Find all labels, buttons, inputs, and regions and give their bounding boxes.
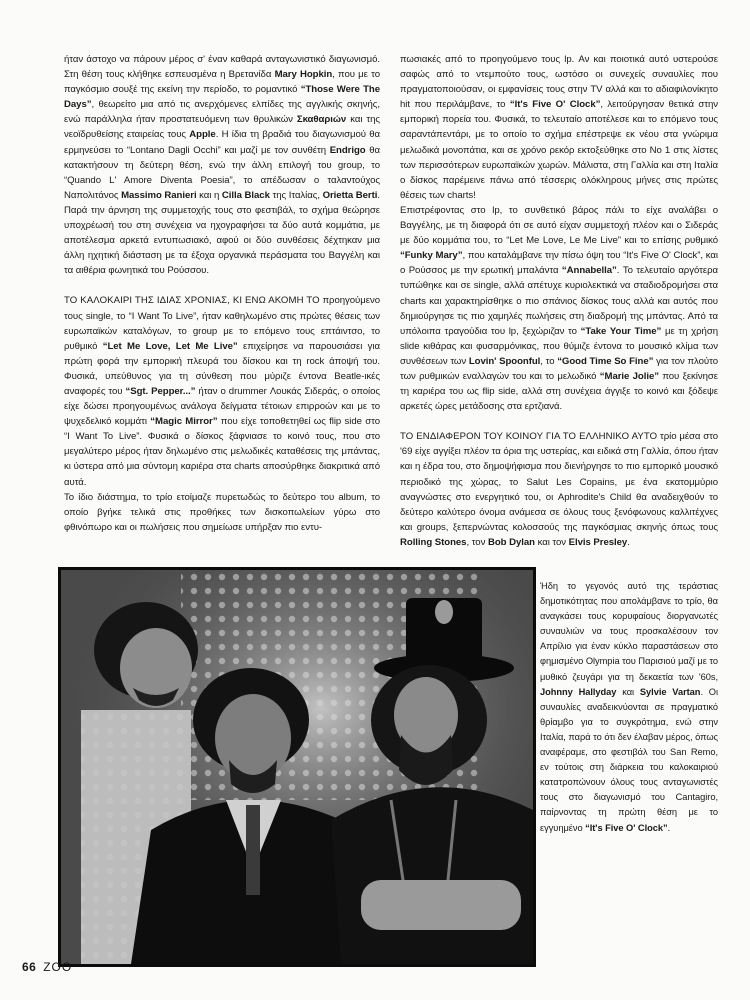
article-paragraph	[64, 293, 380, 489]
emphasis-text: “It's Five O' Clock”	[509, 99, 601, 111]
body-text: , που καταλάμβανε την πίσω όψη του “It's Five O' Clock”, και ο Ρούσσος με την ερωτική μπαλάντα	[400, 250, 718, 277]
emphasis-text: “Funky Mary”	[400, 250, 463, 262]
article-paragraph	[64, 52, 380, 203]
emphasis-text: Endrigo	[329, 144, 366, 156]
article-paragraph	[64, 203, 380, 278]
article-paragraph	[540, 579, 718, 836]
emphasis-text: “It's Five O' Clock”	[585, 822, 668, 833]
emphasis-text: Σκαθαριών	[296, 114, 347, 126]
body-text: θα κατακτήσουν τη δεύτερη θέση, ενώ την άλλη επιλογή του group, το “Quando L' Amore Diventa Poesia”, το απέδωσαν ο ταλαντούχος Ναπολιτάνος	[64, 144, 380, 201]
article-paragraph	[400, 52, 718, 203]
emphasis-text: Apple	[189, 129, 216, 141]
page-footer	[22, 960, 72, 974]
body-text: προηγούμενο τους single, το “I Want To Live”, ήταν καθηλωμένο στις πρώτες θέσεις των ευρωπαϊκών καταλόγων, το group με το επόμενο τους επτάιντσο, το ρυθμικό	[64, 295, 380, 352]
emphasis-text: “Sgt. Pepper...”	[125, 385, 196, 397]
body-text: της Ιταλίας,	[269, 189, 323, 201]
emphasis-text: Bob Dylan	[487, 536, 535, 548]
band-photo	[58, 567, 536, 967]
article-column-right	[400, 52, 718, 550]
article-paragraph	[400, 429, 718, 550]
emphasis-text: Sylvie Vartan	[639, 686, 701, 697]
emphasis-text: “Those Were The Days”	[64, 84, 381, 111]
emphasis-text: Mary Hopkin	[274, 69, 333, 81]
body-text: ήταν ο drummer Λουκάς Σιδεράς, ο οποίος είχε δώσει προηγουμένως ανάλογα δείγματα τέτοιων επιρροών και με το ψυχεδελικό κομμάτι	[64, 385, 380, 428]
body-text: Επιστρέφοντας στο lp, το συνθετικό βάρος πάλι το είχε αναλάβει ο Βαγγέλης, με τη διαφορά ότι σε αυτό είχαν συμμετοχή πλέον και ο Σιδεράς με δύο κομμάτια του, το “Let Me Love, Le Me Live” και το επίσης ρυθμικό	[400, 204, 718, 247]
article-column-side	[540, 579, 718, 836]
emphasis-text: Rolling Stones	[400, 536, 467, 548]
body-text: για τον πλούτο των ρυθμικών εναλλαγών του και το μελωδικό	[400, 355, 718, 382]
emphasis-text: Johnny Hallyday	[540, 686, 617, 697]
emphasis-text: “Annabella”	[561, 265, 617, 277]
body-text: . Οι συναυλίες αναδεικνύονται σε πραγματικό θρίαμβο για το συγκρότημα, ενώ στην Ιταλία, παρά το ότι δεν έλαβαν μέρος, όπως αναφέραμε, στο φεστιβάλ του San Remo, εν τούτοις στη διάρκεια του καλοκαιριού κατατροπώνουν όλους τους ανταγωνιστές τους στο διαγωνισμό του Cantagiro, παίρνοντας τη πρώτη θέση με το εγγυημένο	[540, 686, 718, 833]
body-text: και η	[196, 189, 222, 201]
body-text: και της νεοϊδρυθείσης εταιρείας τους	[64, 114, 380, 141]
body-text: Παρά την άρνηση της συμμετοχής τους στο φεστιβάλ, το σχήμα θεώρησε υποχρέωσή του στη συνέχεια να ηχογραφήσει τα δύο αυτά κομμάτια, με αποτέλεσμα αρκετά εντυπωσιακό, αφού οι δύο συνθέσεις δέχτηκαν μια άλλη ηχητική διάσταση με τα έξοχα οργανικά περάσματα του Βαγγέλη και τα αιθέρια φωνητικά του Ρούσσου.	[64, 204, 380, 277]
body-text: με τη χρήση slide κιθάρας και φυσαρμόνικας, που θύμιζε έντονα το μουσικό κλίμα των συνθέσεων των	[400, 325, 718, 367]
body-text: , θεωρείτο μια από τις ανερχόμενες ελπίδες της αγγλικής σκηνής, ενώ παράλληλα ήταν προστατευόμενη των θρυλικών	[64, 99, 380, 126]
article-paragraph	[400, 203, 718, 414]
body-text: .	[667, 822, 671, 833]
body-text: . Η ίδια τη βραδιά του διαγωνισμού θα ερμηνεύσει το “Lontano Dagli Occhi” και μαζί με τον συνθέτη	[64, 129, 380, 156]
article-column-left	[64, 52, 380, 535]
emphasis-text: Lovin' Spoonful	[468, 355, 541, 367]
body-text: Ήδη το γεγονός αυτό της τεράστιας δημοτικότητας που απολάμβανε το τρίο, θα αναγκάσει τους κορυφαίους διοργανωτές συναυλιών να τους προσκαλέσουν τον Απρίλιο για έναν κύκλο παραστάσεων στο φημισμένο Olympia του Παρισιού μαζί με το μυθικό ζευγάρι για τη δεκαετία των '60s,	[540, 581, 718, 682]
emphasis-text: “Magic Mirror”	[150, 416, 218, 428]
magazine-name: ZOO	[43, 960, 73, 974]
body-text: . Το τελευταίο αργότερα τυπώθηκε και σε single, αλλά απέτυχε κυριολεκτικά να σταδιοδρομήσει στα charts και χαρακτηρίσθηκε ο πιο σπάνιος δίσκος τους αλλά και αυτός που δημιούργησε τις πιο χαμηλές πωλήσεις στη διαδρομή της μπάντας. Από τα υπόλοιπα τραγούδια του lp, ξεχώριζαν το	[400, 265, 718, 337]
body-text: ήταν άστοχο να πάρουν μέρος σ' έναν καθαρά ανταγωνιστικό διαγωνισμό. Στη θέση τους κλήθηκε εσπευσμένα η Βρετανίδα	[64, 54, 380, 81]
body-text: επιχείρησε να παρουσιάσει για πρώτη φορά την εμπορική πλευρά του δίσκου και τη rock άποψή του. Φυσικά, υπεύθυνος για τη σύνθεση που μύριζε έντονα Beatle-ικές αναφορές του	[64, 340, 380, 397]
body-text: Το ίδιο διάστημα, το τρίο ετοίμαζε πυρετωδώς το δεύτερο του album, το οποίο βγήκε τελικά στις προθήκες των δισκοπωλείων γύρω στο φθινόπωρο και οι πωλήσεις που σημείωσε υπήρξαν πιο εντυ-	[64, 491, 380, 533]
emphasis-text: “Let Me Love, Let Me Live”	[102, 340, 238, 352]
emphasis-text: Orietta Berti	[322, 189, 378, 201]
body-text: , το	[540, 355, 558, 367]
emphasis-text: “Take Your Time”	[580, 325, 662, 337]
body-text: και	[616, 686, 640, 697]
body-text: που είχε τοποθετηθεί ως flip side στο “I Want To Live”. Φυσικά ο δίσκος ξάφνιασε το κοινό τους, που στο μεγαλύτερο μέρος ήταν δηλωμένο στις μελωδικές καταθέσεις της μπάντας, κι ύστερα από μια σύντομη καριέρα στα charts αποσύρθηκε διακριτικά από αυτά.	[64, 416, 380, 488]
body-text: πωσιακές από το προηγούμενο τους lp. Αν και ποιοτικά αυτό υστερούσε σαφώς από το ντεμπούτο τους, ωστόσο οι συνεχείς συναυλίες που πραγματοποιούσαν, οι εμφανίσεις τους στην TV αλλά και το αδιαφιλονίκητο hit που περιλάμβανε, το	[400, 54, 718, 111]
body-text: .	[377, 189, 380, 201]
page-number: 66	[22, 960, 37, 974]
emphasis-text: Massimo Ranieri	[121, 189, 197, 201]
emphasis-text: “Marie Jolie”	[599, 370, 660, 382]
emphasis-text: Cilla Black	[221, 189, 270, 201]
body-text: .	[627, 536, 630, 548]
body-text: τρίο μέσα στο '69 είχε αγγίξει πλέον τα όρια της υστερίας, και ειδικά στη Γαλλία, όπου ήταν και η έδρα του, στο δημοψήφισμα που διενήργησε το πιο εμπορικό μουσικό περιοδικό της χώρας, το Salut Les Copains, με ένα εκατομμύριο αναγνώστες στο ενεργητικό του, οι Aphrodite's Child θα αναδειχθούν το δεύτερο καλύτερο όνομα ανάμεσα σε όλους τους ξενόφωνους καλλιτέχνες και groups, ξεπερνώντας κολοσσούς της παγκόσμιας σκηνής όπως τους	[400, 431, 718, 533]
body-text: που ξεκίνησε τη καριέρα του ως flip side, αλλά στη συνέχεια άγγιξε το κοινό και ξόδεψε αρκετές ώρες μετάδοσης στα ερτζιανά.	[400, 370, 718, 413]
body-text: , που με το παγκόσμιο σουξέ της εκείνη την περίοδο, το ρομαντικό	[64, 69, 380, 96]
emphasis-text: Elvis Presley	[568, 536, 628, 548]
section-lead-text: ΤΟ ΕΝΔΙΑΦΕΡΟΝ ΤΟΥ ΚΟΙΝΟΥ ΓΙΑ ΤΟ ΕΛΛΗΝΙΚΟ ΑΥΤΟ	[400, 431, 658, 443]
body-text: και τον	[534, 536, 569, 548]
section-lead-text: ΤΟ ΚΑΛΟΚΑΙΡΙ ΤΗΣ ΙΔΙΑΣ ΧΡΟΝΙΑΣ, ΚΙ ΕΝΩ ΑΚΟΜΗ ΤΟ	[64, 295, 320, 307]
emphasis-text: “Good Time So Fine”	[557, 355, 654, 367]
body-text: , τον	[466, 536, 488, 548]
article-paragraph	[64, 490, 380, 535]
body-text: , λειτούργησαν θετικά στην εμπορική πορεία του. Φυσικά, το τελευταίο αποτέλεσε και το επόμενο τους σαραντάπεντάρι, με το οποίο το σχήμα επέστρεψε εκ νέου στα γνώριμα μελωδικά μονοπάτια, και σε χρόνο ρεκόρ εκτοξεύθηκε στο No 1 στις λίστες των περισσότερων ευρωπαϊκών χωρών. Μάλιστα, στη Γαλλία και στη Ιταλία ο δίσκος παρέμεινε πάνω από τέσσερις ολόκληρους μήνες στις πρώτες θέσεις των charts!	[400, 99, 718, 201]
